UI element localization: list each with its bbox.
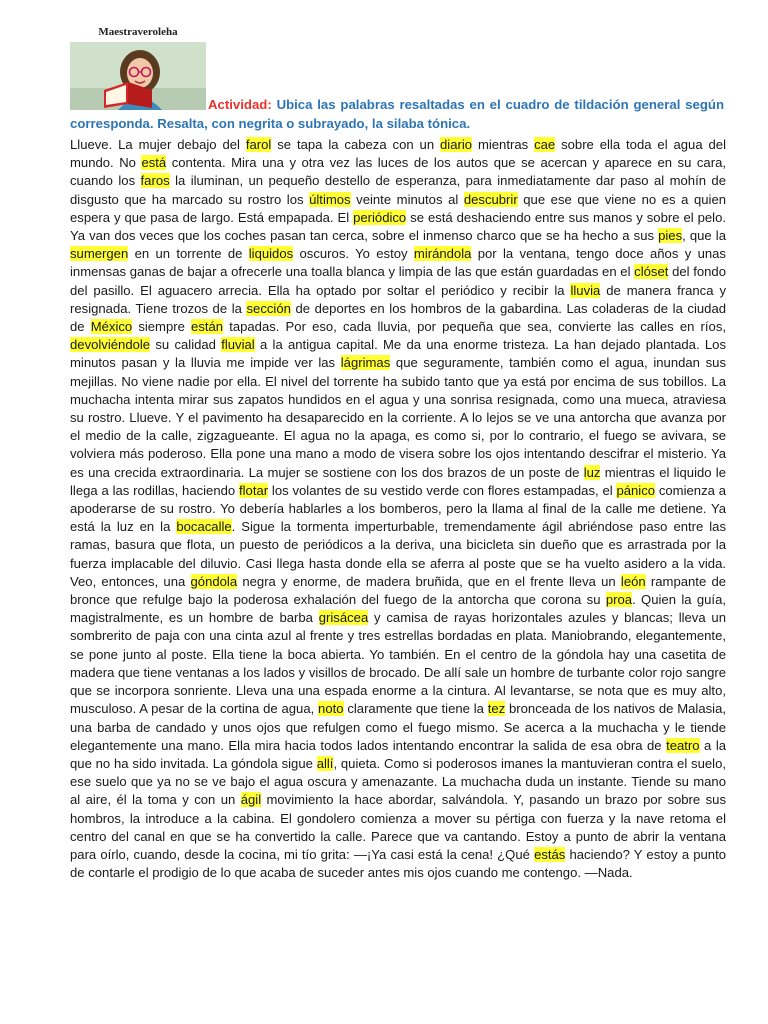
highlighted-word: México xyxy=(90,319,133,335)
story-fragment: tapadas. Por eso, cada lluvia, por pequeña que sea, convierte las calles en ríos, xyxy=(223,319,726,335)
activity-label: Actividad: xyxy=(208,97,272,112)
highlighted-word: grisácea xyxy=(318,610,369,626)
highlighted-word: devolviéndole xyxy=(70,337,151,353)
story-fragment: bronceada de los nativos de Malasia, una barba de candado y unos ojos que refulgen como el fuego mismo. Se acerca a la muchacha y le tiende elegantemente una mano. Ella mira hacia todos lados intentando encontrar la salida de esa obra de xyxy=(70,701,726,753)
story-fragment: siempre xyxy=(132,319,192,335)
story-fragment: rampante de bronce que refulge bajo la poderosa exhalación del fuego de la antorcha que corona su xyxy=(70,573,727,608)
highlighted-word: teatro xyxy=(666,737,700,753)
story-fragment: oscuros. Yo estoy xyxy=(293,246,414,262)
highlighted-word: mirándola xyxy=(413,246,472,262)
highlighted-word: está xyxy=(141,155,167,171)
highlighted-word: están xyxy=(191,319,224,335)
story-fragment: , quieta. Como si poderosos imanes la mantuvieran contra el suelo, ese suelo que ya no se ve bajo el agua oscura y amenazante. La muchacha duda un instante. Tiende su mano al aire, él la toma y con un xyxy=(70,755,726,808)
story-fragment: mientras xyxy=(472,137,535,152)
story-fragment: . Quien la guía, magistralmente, es un hombre de barba xyxy=(70,592,726,626)
story-fragment: se está deshaciendo entre sus manos y sobre el pelo. Ya van dos veces que los coches pasan tan cerca, sobre el inmenso charco que se ha hecho a sus xyxy=(70,209,726,244)
highlighted-word: león xyxy=(620,573,646,589)
highlighted-word: cae xyxy=(534,137,556,152)
activity-instruction xyxy=(70,95,724,133)
story-fragment: por la ventana, tengo doce años y unas inmensas ganas de bajar a ofrecerle una toalla blanca y limpia de las que están guardadas en el xyxy=(70,246,726,280)
highlighted-word: fluvial xyxy=(221,337,255,353)
story-fragment: de manera franca y resignada. Tiene trozos de la xyxy=(70,282,727,316)
story-fragment: en un torrente de xyxy=(128,246,249,262)
story-fragment: haciendo? Y estoy a punto de contarle el prodigio de lo que acaba de suceder antes mis ojos cuando me contengo. —Nada. xyxy=(70,846,726,881)
highlighted-word: estás xyxy=(534,846,566,862)
story-fragment: claramente que tiene la xyxy=(343,701,488,717)
highlighted-word: clóset xyxy=(634,264,669,280)
story-fragment: los volantes de su vestido verde con flores estampadas, el xyxy=(268,482,617,498)
highlighted-word: pies xyxy=(658,228,683,244)
highlighted-word: tez xyxy=(487,701,506,717)
story-fragment: a la que no ha sido invitada. La góndola sigue xyxy=(70,737,727,771)
story-fragment: la iluminan, un pequeño destello de esperanza, para inmediatamente dar paso al mohín de disgusto que ha marcado su rostro los xyxy=(70,173,726,207)
highlighted-word: periódico xyxy=(353,209,407,225)
story-fragment: se tapa la cabeza con un xyxy=(271,137,441,152)
highlighted-word: sumergen xyxy=(70,246,129,262)
highlighted-word: lágrimas xyxy=(340,355,391,371)
story-text xyxy=(70,136,726,882)
logo-title: Maestraveroleha xyxy=(98,26,178,38)
highlighted-word: últimos xyxy=(309,191,351,207)
story-fragment: que seguramente, también como el agua, inundan sus mejillas. No viene nadie por ella. El nivel del torrente ha subido tanto que ya está por encima de sus tobillos. La muchacha intenta mirar sus zapatos hundidos en el agua y una sonrisa resignada, como una mueca, atraviesa su rostro. Llueve. Y el pavimento ha desaparecido en la corriente. A lo lejos se ve una antorcha que avanza por el medio de la calle, zigzagueante. El agua no la apaga, es como si, por lo contrario, el fuego se avivara, se volviera más poderoso. Ella pone una mano a modo de visera sobre los ojos intentando descifrar el misterio. Ya es una crecida extraordinaria. La mujer se sostiene con los dos brazos de un poste de xyxy=(70,355,726,480)
highlighted-word: luz xyxy=(583,464,601,480)
highlighted-word: ágil xyxy=(240,792,262,808)
highlighted-word: noto xyxy=(318,701,344,717)
story-fragment: de deportes en los hombros de la gabardina. Las coladeras de la ciudad de xyxy=(70,300,727,335)
highlighted-word: bocacalle xyxy=(176,519,232,535)
highlighted-word: proa xyxy=(605,592,633,608)
story-fragment: negra y enorme, de madera bruñida, que en el frente lleva un xyxy=(237,573,621,589)
highlighted-word: faros xyxy=(140,173,170,189)
story-fragment: veinte minutos al xyxy=(350,191,464,207)
story-fragment: a la antigua capital. Me da una enorme tristeza. La han dejado plantada. Los minutos pasan y la lluvia me impide ver las xyxy=(70,337,726,371)
story-fragment: sobre ella toda el agua del mundo. No xyxy=(70,137,726,171)
story-fragment: movimiento la hace abordar, salvándola. Y, pasando un brazo por sobre sus hombros, la introduce a la cabina. El gondolero comienza a mover su pértiga con fuerza y la nave retoma el centro del canal en que se ha convertido la calle. Parece que va cantando. Estoy a punto de abrir la ventana para oírlo, cuando, desde la cocina, mi tío grita: —¡Ya casi está la cena! ¿Qué xyxy=(70,792,726,862)
activity-text: Ubica las palabras resaltadas en el cuadro de tildación general según corresponda. Resalta, con negrita o subrayado, la silaba tónica. xyxy=(70,97,724,131)
story-fragment: su calidad xyxy=(150,337,222,353)
story-fragment: , que la xyxy=(682,228,726,244)
story-fragment: Llueve. La mujer debajo del xyxy=(70,137,246,152)
story-fragment: . Sigue la tormenta imperturbable, tremendamente ágil abriéndose paso entre las ramas, basura que flota, un puesto de periódicos a la deriva, una bicicleta sin dueño que es arrastrada por la fuerza implacable del diluvio. Casi llega hasta donde ella se aferra al poste que se ha vuelto asidero a la vida. Veo, entonces, una xyxy=(70,519,727,589)
story-fragment: y camisa de rayas horizontales azules y blancas; lleva un sombrerito de paja con una cinta azul al frente y tres estrellas bordadas en plata. Maniobrando, elegantemente, se pone junto al poste. Ella tiene la boca abierta. Yo también. En el centro de la góndola hay una casetita de madera que tiene ventanas a los lados y visillos de brocado. De allí sale un hombre de turbante color rojo sangre que se incorpora sonriente. Lleva una una espada enorme a la cintura. Al levantarse, se nota que es muy alto, musculoso. A pesar de la cortina de agua, xyxy=(70,610,726,717)
story-fragment: del fondo del pasillo. El aguacero arrecia. Ella ha optado por soltar el periódico y recibir la xyxy=(70,264,726,298)
highlighted-word: farol xyxy=(245,137,272,152)
highlighted-word: sección xyxy=(246,300,291,316)
story-fragment: que ese que viene no es a quien espera y que pasa de largo. Está empapada. El xyxy=(70,191,727,225)
highlighted-word: flotar xyxy=(239,482,269,498)
highlighted-word: allí xyxy=(316,755,334,771)
highlighted-word: diario xyxy=(440,137,473,152)
highlighted-word: liquidos xyxy=(248,246,294,262)
story-fragment: mientras el liquido le llega a las rodillas, haciendo xyxy=(70,464,726,498)
highlighted-word: góndola xyxy=(190,573,238,589)
story-fragment: comienza a apoderarse de su rostro. Yo debería hablarles a los bomberos, pero la llama al final de la calle me detiene. Ya está la luz en la xyxy=(70,482,726,535)
highlighted-word: lluvia xyxy=(570,282,601,298)
story-fragment: contenta. Mira una y otra vez las luces de los autos que se acercan y aparece en su cara, cuando los xyxy=(70,155,726,189)
highlighted-word: pánico xyxy=(616,482,656,498)
highlighted-word: descubrir xyxy=(463,191,518,207)
